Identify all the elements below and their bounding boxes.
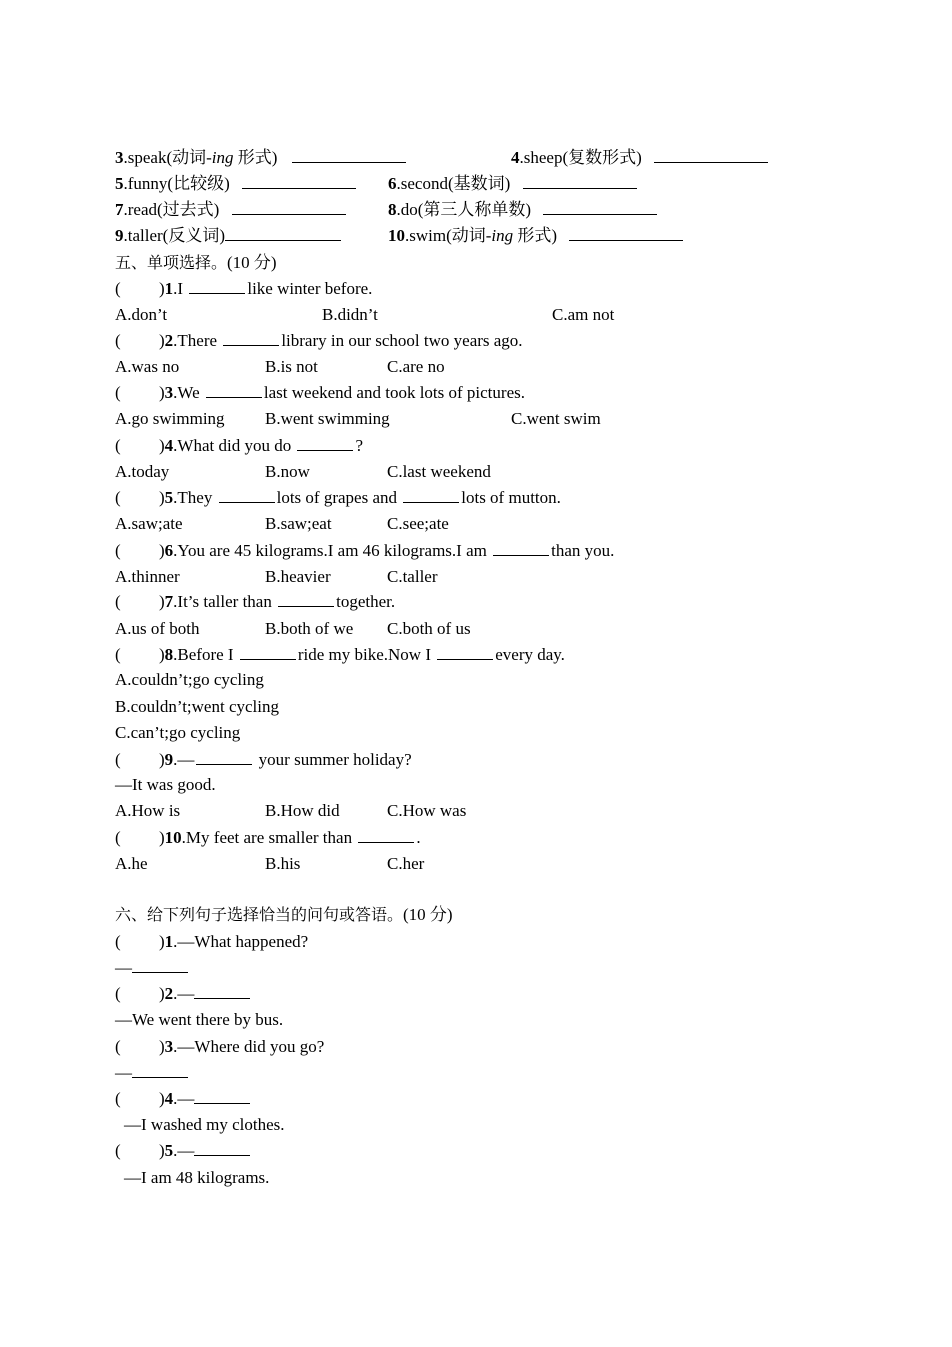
option-c[interactable]: C.are no [387,357,445,376]
dialogue-answer: —It was good. [115,775,216,794]
question-number: 9 [164,750,174,769]
option-b[interactable]: B.saw;eat [265,514,332,533]
question-text: together. [336,592,396,611]
question-row: ( )1.I like winter before. [115,277,372,301]
word-form-row [115,172,358,196]
question-row: ( )4.— [115,1087,252,1111]
option-a[interactable]: A.couldn’t;go cycling [115,670,264,689]
question-row: ( )8.Before I ride my bike.Now I every day. [115,643,565,667]
answer-blank[interactable] [194,1087,250,1104]
option-c[interactable]: C.How was [387,801,467,820]
item-number: 7 [115,200,124,219]
question-row: ( )7.It’s taller than together. [115,590,395,614]
question-text: .—Where did you go? [173,1037,325,1056]
question-row: ( )2.There library in our school two years ago. [115,329,523,353]
item-number: 3 [115,148,124,167]
question-row: ( )5.They lots of grapes and lots of mutton. [115,486,561,510]
item-text: .second(基数词) [396,174,511,193]
question-text: your summer holiday? [254,750,412,769]
answer-blank[interactable] [278,590,334,607]
question-number: 10 [164,828,182,847]
question-text: . [416,828,421,847]
score-text: (10 分) [403,905,453,924]
question-row: ( )4.What did you do ? [115,434,363,458]
option-c[interactable]: C.both of us [387,619,471,638]
question-number: 8 [164,645,174,664]
item-text: 形式) [513,226,558,245]
word-form-row [115,146,408,170]
question-text: ride my bike.Now I [297,645,436,664]
answer-blank[interactable] [189,277,245,294]
answer-bracket[interactable]: ( [115,279,121,298]
answer-blank[interactable] [358,826,414,843]
question-number: 3 [164,1037,174,1056]
option-b[interactable]: B.now [265,462,310,481]
question-number: 6 [164,541,174,560]
answer-blank[interactable] [132,956,188,973]
option-b[interactable]: B.How did [265,801,340,820]
word-form-item [388,224,685,248]
reply-dash: — [115,958,132,977]
option-c[interactable]: C.can’t;go cycling [115,723,241,742]
answer-blank[interactable] [543,198,657,215]
question-text: like winter before. [247,279,373,298]
answer-bracket[interactable]: ( [115,1089,121,1108]
answer-bracket[interactable]: ( [115,984,121,1003]
item-text: .speak(动词- [123,148,212,167]
item-text: .swim(动词- [405,226,492,245]
question-text: .You are 45 kilograms.I am 46 kilograms.I am [173,541,492,560]
option-c[interactable]: C.see;ate [387,514,449,533]
option-c[interactable]: C.went swim [511,409,601,428]
answer-bracket[interactable]: ( [115,645,121,664]
option-c[interactable]: C.last weekend [387,462,491,481]
heading-text: 六、给下列句子选择恰当的问句或答语。 [115,905,404,924]
item-text: 形式) [233,148,278,167]
item-italic: ing [491,226,514,245]
answer-blank[interactable] [194,982,250,999]
answer-blank[interactable] [219,486,275,503]
answer-bracket[interactable]: ( [115,592,121,611]
reply-row [115,1061,190,1085]
question-row: ( )9.— your summer holiday? [115,748,412,772]
question-row: ( )5.— [115,1139,252,1163]
question-text: library in our school two years ago. [281,331,523,350]
option-c[interactable]: C.am not [552,305,615,324]
question-number: 7 [164,592,174,611]
answer-blank[interactable] [232,198,346,215]
question-text: .There [173,331,222,350]
score-text: (10 分) [227,253,277,272]
section-heading [115,251,277,275]
question-row: ( )2.— [115,982,252,1006]
item-text: .do(第三人称单数) [396,200,532,219]
answer-blank[interactable] [206,381,262,398]
word-form-row [115,224,343,248]
word-form-item [511,146,770,170]
question-text: .Before I [173,645,238,664]
answer-blank[interactable] [569,224,683,241]
answer-blank[interactable] [223,329,279,346]
reply-text: —I am 48 kilograms. [124,1168,270,1187]
section-heading [115,903,453,927]
answer-blank[interactable] [240,643,296,660]
answer-bracket[interactable]: ( [115,750,121,769]
question-text: .My feet are smaller than [181,828,357,847]
item-text: .sheep(复数形式) [519,148,642,167]
item-number: 10 [388,226,405,245]
option-b[interactable]: B.went swimming [265,409,390,428]
answer-bracket[interactable]: ( [115,436,121,455]
question-text: lots of mutton. [461,488,561,507]
question-text: than you. [551,541,615,560]
answer-blank[interactable] [242,172,356,189]
option-a[interactable]: A.was no [115,357,180,376]
answer-bracket[interactable]: ( [115,541,121,560]
question-text: .They [173,488,217,507]
item-text: .funny(比较级) [123,174,230,193]
question-text: .— [173,1141,195,1160]
question-row: ( )10.My feet are smaller than . [115,826,421,850]
answer-blank[interactable] [225,224,341,241]
answer-bracket[interactable]: ( [115,932,121,951]
question-text: ? [355,436,364,455]
answer-bracket[interactable]: ( [115,1141,121,1160]
question-number: 1 [164,932,174,951]
question-text: .—What happened? [173,932,309,951]
option-b[interactable]: B.couldn’t;went cycling [115,697,279,716]
option-b[interactable]: B.his [265,854,301,873]
question-text: lots of grapes and [276,488,402,507]
item-italic: ing [211,148,234,167]
reply-text: —I washed my clothes. [124,1115,285,1134]
heading-text: 五、单项选择。 [115,253,228,272]
question-text: last weekend and took lots of pictures. [263,383,525,402]
item-number: 8 [388,200,397,219]
option-a[interactable]: A.us of both [115,619,200,638]
option-b[interactable]: B.didn’t [322,305,378,324]
question-row: ( )3.—Where did you go? [115,1035,324,1059]
option-a[interactable]: A.he [115,854,148,873]
question-number: 2 [164,331,174,350]
item-text: .taller(反义词) [123,226,225,245]
option-a[interactable]: A.today [115,462,170,481]
item-text: .read(过去式) [123,200,220,219]
answer-bracket[interactable]: ( [115,383,121,402]
question-row: ( )6.You are 45 kilograms.I am 46 kilograms.I am than you. [115,539,614,563]
answer-blank[interactable] [292,146,406,163]
question-row: ( )3.We last weekend and took lots of pictures. [115,381,525,405]
answer-blank[interactable] [403,486,459,503]
question-text: .I [173,279,188,298]
option-b[interactable]: B.heavier [265,567,331,586]
reply-dash: — [115,1063,132,1082]
word-form-item [388,172,639,196]
option-b[interactable]: B.both of we [265,619,354,638]
answer-blank[interactable] [437,643,493,660]
answer-bracket[interactable]: ( [115,331,121,350]
question-text: .It’s taller than [173,592,277,611]
answer-blank[interactable] [196,748,252,765]
option-a[interactable]: A.saw;ate [115,514,183,533]
question-number: 5 [164,488,174,507]
question-number: 5 [164,1141,174,1160]
option-c[interactable]: C.taller [387,567,438,586]
question-number: 4 [164,1089,174,1108]
word-form-row [115,198,348,222]
option-a[interactable]: A.don’t [115,305,168,324]
answer-blank[interactable] [132,1061,188,1078]
question-text: .— [173,750,195,769]
question-number: 4 [164,436,174,455]
question-number: 3 [164,383,174,402]
answer-bracket[interactable]: ( [115,828,121,847]
option-b[interactable]: B.is not [265,357,318,376]
answer-blank[interactable] [523,172,637,189]
word-form-item [388,198,659,222]
answer-blank[interactable] [297,434,353,451]
answer-blank[interactable] [654,146,768,163]
question-text: .— [173,984,195,1003]
option-a[interactable]: A.thinner [115,567,180,586]
item-number: 9 [115,226,124,245]
option-c[interactable]: C.her [387,854,425,873]
reply-row [115,956,190,980]
answer-bracket[interactable]: ( [115,1037,121,1056]
reply-text: —We went there by bus. [115,1010,284,1029]
question-row: ( )1.—What happened? [115,930,308,954]
answer-bracket[interactable]: ( [115,488,121,507]
option-a[interactable]: A.How is [115,801,181,820]
question-text: .— [173,1089,195,1108]
question-number: 2 [164,984,174,1003]
item-number: 5 [115,174,124,193]
option-a[interactable]: A.go swimming [115,409,225,428]
answer-blank[interactable] [194,1139,250,1156]
question-text: .We [173,383,204,402]
question-number: 1 [164,279,174,298]
answer-blank[interactable] [493,539,549,556]
item-number: 4 [511,148,520,167]
question-text: every day. [495,645,565,664]
question-text: .What did you do [173,436,296,455]
item-number: 6 [388,174,397,193]
